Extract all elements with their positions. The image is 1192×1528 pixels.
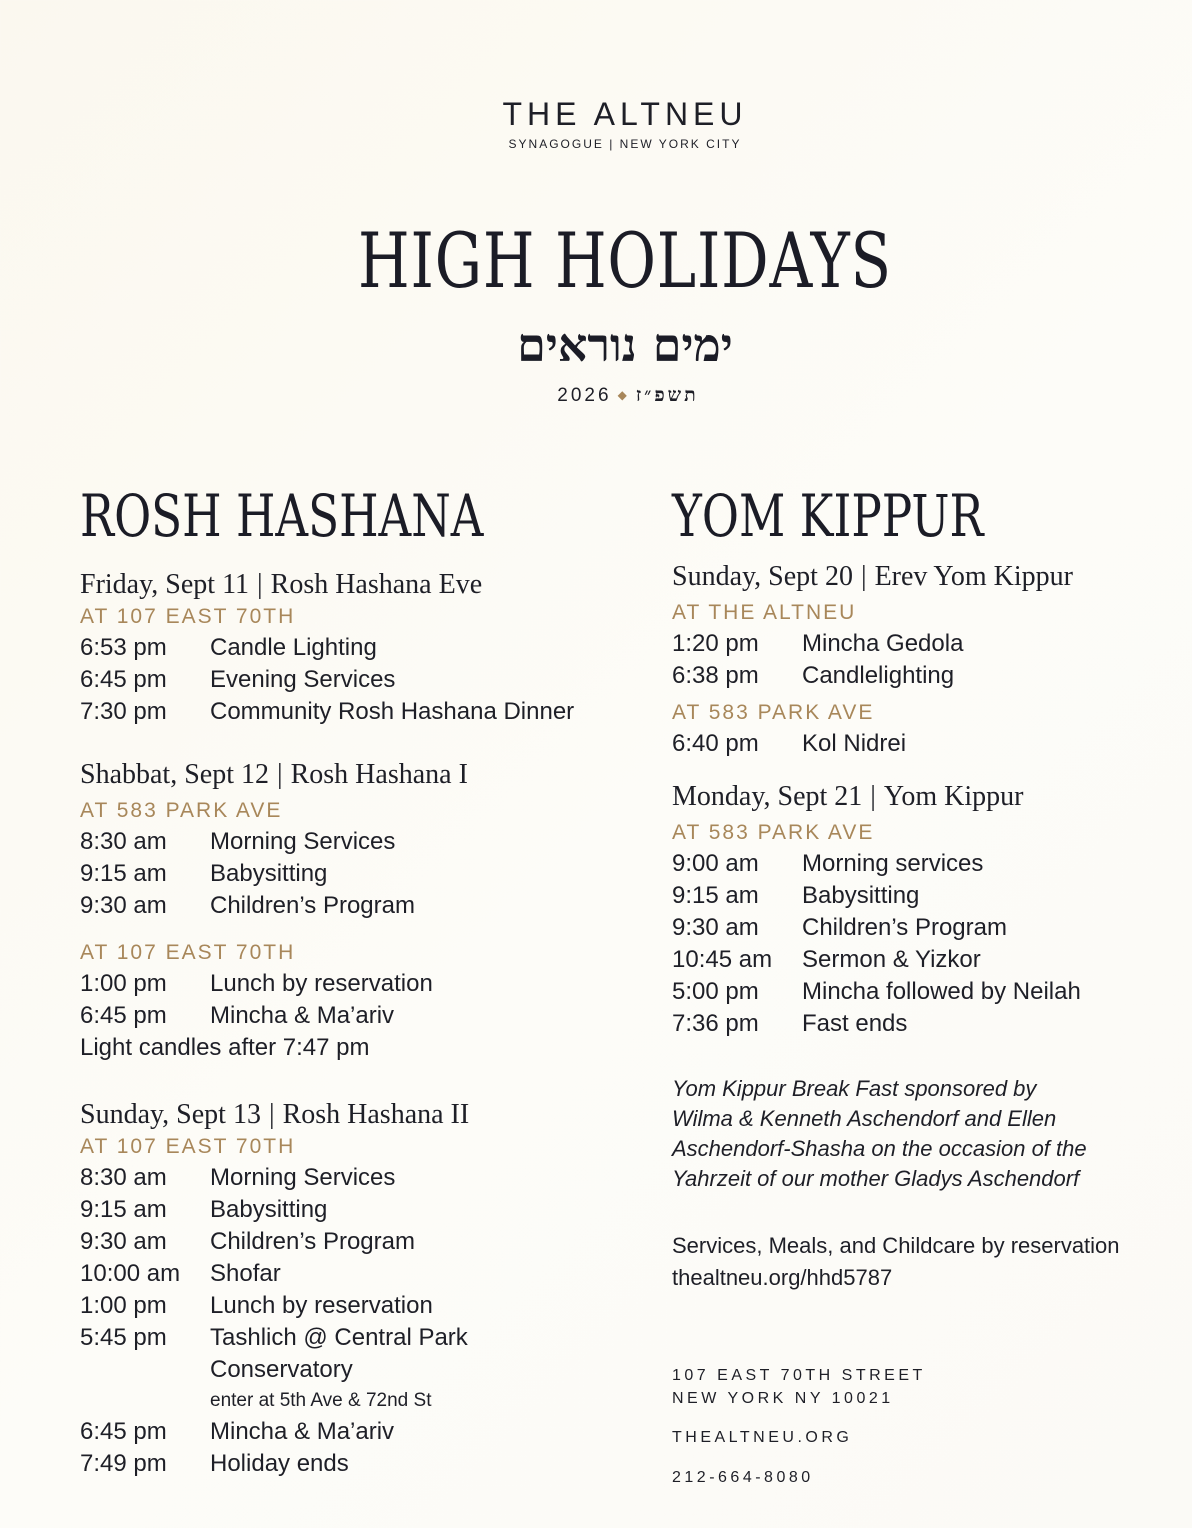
day-heading: Sunday, Sept 13 | Rosh Hashana II (80, 1099, 470, 1130)
schedule-row: 8:30 am Morning Services (80, 1164, 396, 1191)
schedule-row: 9:30 am Children’s Program (672, 914, 1007, 941)
venue-label: AT 107 EAST 70TH (80, 605, 296, 628)
directions-note: enter at 5th Ave & 72nd St (210, 1390, 432, 1411)
day-name: Rosh Hashana I (290, 759, 468, 790)
day-heading: Sunday, Sept 20 | Erev Yom Kippur (672, 561, 1073, 592)
reservation-info (672, 1230, 1187, 1294)
schedule-row: 5:00 pm Mincha followed by Neilah (672, 978, 1081, 1005)
day-date: Monday, Sept 21 (672, 781, 863, 812)
schedule-row: 6:40 pm Kol Nidrei (672, 730, 907, 757)
schedule-row: 9:15 am Babysitting (672, 882, 920, 909)
day-date: Sunday, Sept 20 (672, 561, 853, 592)
schedule-row: Conservatory (210, 1356, 353, 1383)
day-heading: Shabbat, Sept 12 | Rosh Hashana I (80, 759, 468, 790)
day-heading: Monday, Sept 21 | Yom Kippur (672, 781, 1024, 812)
sponsor-line: Aschendorf-Shasha on the occasion of the (672, 1136, 1087, 1161)
day-date: Sunday, Sept 13 (80, 1099, 261, 1130)
address-line: 107 EAST 70TH STREET (672, 1367, 926, 1384)
venue-label: AT 583 PARK AVE (672, 701, 875, 724)
schedule-row: 6:45 pm Evening Services (80, 666, 396, 693)
schedule-row: 9:00 am Morning services (672, 850, 984, 877)
day-heading: Friday, Sept 11 | Rosh Hashana Eve (80, 569, 483, 600)
schedule-row: 9:30 am Children’s Program (80, 892, 415, 919)
day-date: Friday, Sept 11 (80, 569, 250, 600)
day-block (80, 758, 640, 1064)
candle-note: Light candles after 7:47 pm (80, 1034, 370, 1061)
schedule-row: 1:00 pm Lunch by reservation (80, 970, 433, 997)
day-date: Shabbat, Sept 12 (80, 759, 269, 790)
reservation-text: Services, Meals, and Childcare by reservation (672, 1233, 1120, 1258)
yom-kippur-title: YOM KIPPUR (672, 482, 984, 550)
yom-kippur-column (672, 478, 1187, 1489)
org-subtitle: SYNAGOGUE | NEW YORK CITY (508, 137, 742, 151)
venue-label: AT 107 EAST 70TH (80, 941, 296, 964)
diamond-icon: ◆ (617, 388, 630, 402)
year-line (0, 384, 1192, 407)
schedule-row: 10:00 am Shofar (80, 1260, 281, 1287)
rosh-hashana-column (80, 478, 640, 1480)
year: 2026 (557, 385, 612, 406)
day-name: Yom Kippur (883, 781, 1024, 812)
contact-block (672, 1364, 1187, 1489)
page-title: HIGH HOLIDAYS (358, 216, 892, 305)
venue-label: AT 583 PARK AVE (80, 799, 283, 822)
day-block (80, 568, 640, 728)
org-name: THE ALTNEU (502, 96, 748, 132)
schedule-row: 6:45 pm Mincha & Ma’ariv (80, 1418, 395, 1445)
reservation-link[interactable]: thealtneu.org/hhd5787 (672, 1265, 893, 1290)
day-name: Rosh Hashana II (282, 1099, 470, 1130)
schedule-row: 9:15 am Babysitting (80, 860, 328, 887)
rosh-hashana-title: ROSH HASHANA (80, 482, 484, 550)
schedule-row: 9:15 am Babysitting (80, 1196, 328, 1223)
schedule-row: 7:30 pm Community Rosh Hashana Dinner (80, 698, 575, 725)
day-block (672, 780, 1187, 1040)
schedule-row: 8:30 am Morning Services (80, 828, 396, 855)
sponsor-note (672, 1074, 1187, 1194)
schedule-row: 6:38 pm Candlelighting (672, 662, 955, 689)
schedule-row: 5:45 pm Tashlich @ Central Park (80, 1324, 468, 1351)
schedule-row: 1:20 pm Mincha Gedola (672, 630, 964, 657)
day-name: Erev Yom Kippur (874, 561, 1073, 592)
hebrew-title: ימים נוראים (517, 318, 733, 372)
day-block (672, 560, 1187, 760)
day-name: Rosh Hashana Eve (270, 569, 483, 600)
address-line: NEW YORK NY 10021 (672, 1390, 894, 1407)
hebrew-year: תשפ״ז (635, 384, 699, 406)
schedule-row: 6:45 pm Mincha & Ma’ariv (80, 1002, 395, 1029)
schedule-row: 10:45 am Sermon & Yizkor (672, 946, 981, 973)
phone-number[interactable]: 212-664-8080 (672, 1469, 814, 1486)
venue-label: AT THE ALTNEU (672, 601, 857, 624)
website-link[interactable]: THEALTNEU.ORG (672, 1429, 853, 1446)
schedule-row: 7:49 pm Holiday ends (80, 1450, 349, 1477)
day-block (80, 1098, 640, 1480)
sponsor-line: Yom Kippur Break Fast sponsored by (672, 1076, 1037, 1101)
sponsor-line: Yahrzeit of our mother Gladys Aschendorf (672, 1166, 1080, 1191)
venue-label: AT 107 EAST 70TH (80, 1135, 296, 1158)
schedule-row: 7:36 pm Fast ends (672, 1010, 908, 1037)
schedule-row: 1:00 pm Lunch by reservation (80, 1292, 433, 1319)
venue-label: AT 583 PARK AVE (672, 821, 875, 844)
sponsor-line: Wilma & Kenneth Aschendorf and Ellen (672, 1106, 1057, 1131)
schedule-row: 9:30 am Children’s Program (80, 1228, 415, 1255)
schedule-row: 6:53 pm Candle Lighting (80, 634, 377, 661)
